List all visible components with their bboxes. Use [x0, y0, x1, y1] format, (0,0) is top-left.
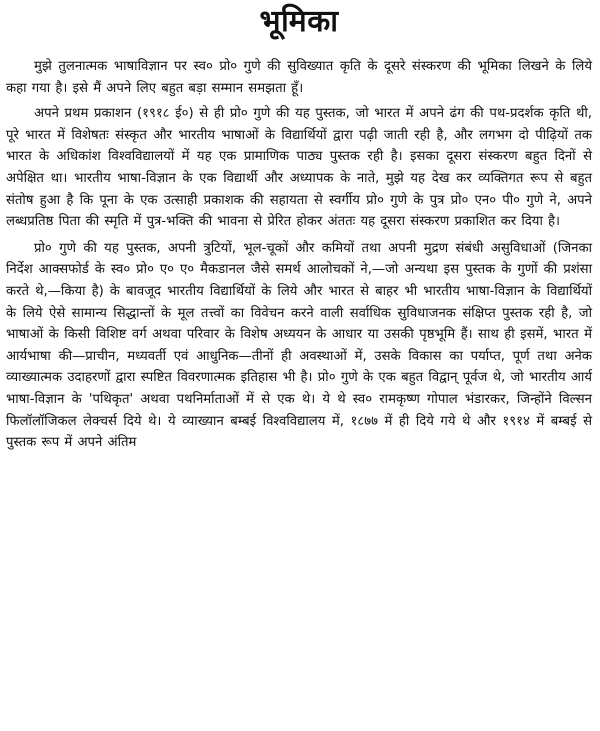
paragraph-2: अपने प्रथम प्रकाशन (१९१८ ई०) से ही प्रो० गुणे की यह पुस्तक, जो भारत में अपने ढंग की पथ-प्रदर्शक कृति थी, पूरे भारत में विशेषतः संस्कृत और भारतीय भाषाओं के विद्यार्थियों द्वारा पढ़ी जाती रही है, और लगभग दो पीढ़ियों तक भारत के अधिकांश विश्वविद्यालयों में यह एक प्रामाणिक पाठ्य पुस्तक रही है। इसका दूसरा संस्करण बहुत दिनों से अपेक्षित था। भारतीय भाषा-विज्ञान के एक विद्यार्थी और अध्यापक के नाते, मुझे यह देख कर व्यक्तिगत रूप से बहुत संतोष हुआ है कि पूना के एक उत्साही प्रकाशक की सहायता से स्वर्गीय प्रो० गुणे के पुत्र प्रो० एन० पी० गुणे ने, अपने लब्धप्रतिष्ठ पिता की स्मृति में पुत्र-भक्ति की भावना से प्रेरित होकर अंततः यह दूसरा संस्करण प्रकाशित कर दिया है।	[6, 106, 592, 230]
paragraph-3: प्रो० गुणे की यह पुस्तक, अपनी त्रुटियों, भूल-चूकों और कमियों तथा अपनी मुद्रण संबंधी असुविधाओं (जिनका निर्देश आक्सफोर्ड के स्व० प्रो० ए० ए० मैकडानल जैसे समर्थ आलोचकों ने,—जो अन्यथा इस पुस्तक के गुणों की प्रशंसा करते थे,—किया है) के बावजूद भारतीय विद्यार्थियों के लिये और भारत से बाहर भी भारतीय भाषा-विज्ञान के विद्यार्थियों के लिये ऐसे सामान्य सिद्धान्तों के मूल तत्त्वों का विवेचन करने वाली सर्वाधिक सुविधाजनक संक्षिप्त पुस्तक रही है, जो भाषाओं के किसी विशिष्ट वर्ग अथवा परिवार के विशेष अध्ययन के आधार या उसकी पृष्ठभूमि हैं। साथ ही इसमें, भारत में आर्यभाषा की—प्राचीन, मध्यवर्ती एवं आधुनिक—तीनों ही अवस्थाओं में, उसके विकास का पर्याप्त, पूर्ण तथा अनेक व्याख्यात्मक उदाहरणों द्वारा स्पष्टित विवरणात्मक इतिहास भी है। प्रो० गुणे के एक बहुत विद्वान् पूर्वज थे, जो भारतीय आर्य भाषा-विज्ञान के 'पथिकृत' अथवा पथनिर्माताओं में से एक थे। ये थे स्व० रामकृष्ण गोपाल भंडारकर, जिन्होंने विल्सन फिलॉलॉजिकल लेक्चर्स दिये थे। ये व्याख्यान बम्बई विश्वविद्यालय में, १८७७ में ही दिये गये थे और १९१४ में बम्बई से पुस्तक रूप में अपने अंतिम	[6, 240, 592, 451]
paragraph-1: मुझे तुलनात्मक भाषाविज्ञान पर स्व० प्रो० गुणे की सुविख्यात कृति के दूसरे संस्करण की भूमिका लिखने के लिये कहा गया है। इसे मैं अपने लिए बहुत बड़ा सम्मान समझता हूँ।	[6, 59, 592, 96]
page-title: भूमिका	[259, 4, 339, 39]
